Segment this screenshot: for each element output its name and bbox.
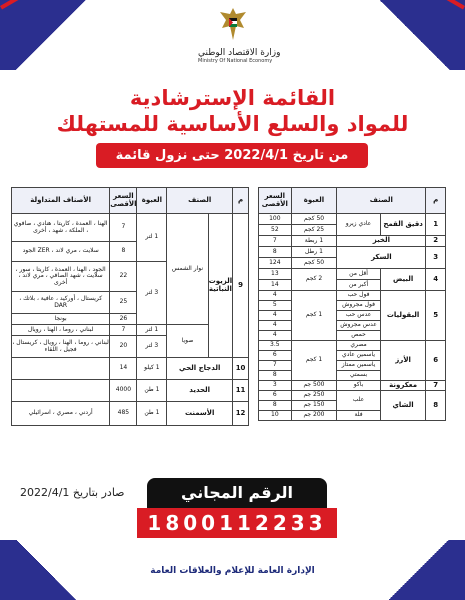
column-header-pack: العبوة [291, 188, 337, 214]
item-category: الزيوت النباتية [208, 214, 232, 358]
row-number: 11 [233, 380, 249, 402]
item-pack: 50 كجم [291, 258, 337, 269]
item-price: 8 [259, 247, 292, 258]
item-pack: 1 كيلو [137, 358, 167, 380]
column-header-price: السعر الأقصى [259, 188, 292, 214]
item-pack: 250 جم [291, 391, 337, 401]
item-price: 124 [259, 258, 292, 269]
row-number: 4 [426, 269, 446, 291]
item-price: 8 [259, 401, 292, 411]
item-subtype: عادي زيرو [337, 214, 380, 236]
item-brands: لبناني ، روما ، الهنا ، رويال [12, 325, 110, 336]
item-category: الشاي [380, 391, 426, 421]
item-brands: سلايت ، مري لاند ، ZER الجود [12, 242, 110, 262]
item-brands [12, 358, 110, 380]
item-subtype: صويا [167, 325, 208, 358]
item-subtype: فول مجروش [337, 301, 380, 311]
column-header-number: م [426, 188, 446, 214]
item-brands: بونجا [12, 314, 110, 325]
date-banner: من تاريخ 2022/4/1 حتى نزول قائمة جديدة [96, 143, 368, 168]
ministry-logo [198, 6, 281, 64]
item-category: معكرونة [380, 381, 426, 391]
item-category: الأرز [380, 341, 426, 381]
free-phone-number[interactable]: 1800112233 [137, 508, 337, 538]
column-header-brands: الأصناف المتداولة [12, 188, 110, 214]
item-pack: 2 كجم [291, 269, 337, 291]
item-category: البيض [380, 269, 426, 291]
item-brands [12, 380, 110, 402]
item-price: 20 [110, 336, 137, 358]
item-pack: 3 لتر [137, 262, 167, 325]
corner-decoration-top-right [345, 0, 465, 70]
item-brands: الجود ، الهنا ، العمدة ، كاريتا ، سور ، سلايت ، شهد الصافي ، مري لاند ، أخرى [12, 262, 110, 292]
item-pack: 1 رطل [291, 247, 337, 258]
row-number: 9 [233, 214, 249, 358]
item-pack: 1 لتر [137, 214, 167, 262]
item-price: 7 [259, 236, 292, 247]
item-subtype: بسمتي [337, 371, 380, 381]
item-pack: 200 جم [291, 411, 337, 421]
item-subtype: فلة [337, 411, 380, 421]
item-subtype: باكو [337, 381, 380, 391]
item-price: 4 [259, 291, 292, 301]
item-brands: أردني ، مصري ، اسرائيلي [12, 402, 110, 426]
item-price: 7 [110, 214, 137, 242]
row-number: 3 [426, 247, 446, 269]
item-price: 8 [259, 371, 292, 381]
price-table-left [11, 187, 249, 426]
item-price: 14 [110, 358, 137, 380]
row-number: 10 [233, 358, 249, 380]
item-subtype: عدس مجروش [337, 321, 380, 331]
item-subtype: نوار الشمس [167, 214, 208, 325]
item-category: دقيق القمح [380, 214, 426, 236]
item-price: 14 [259, 280, 292, 291]
item-pack: 1 كجم [291, 341, 337, 381]
item-pack: 25 كجم [291, 225, 337, 236]
item-category: البقوليات [380, 291, 426, 341]
item-subtype: علب [337, 391, 380, 411]
free-number-label: الرقم المجاني [147, 478, 327, 508]
item-pack: 1 ربطة [291, 236, 337, 247]
item-price: 52 [259, 225, 292, 236]
item-price: 4000 [110, 380, 137, 402]
row-number: 7 [426, 381, 446, 391]
item-pack: 1 لتر [137, 325, 167, 336]
price-table-right [258, 187, 446, 421]
item-price: 4 [259, 331, 292, 341]
title-line-1: القائمة الإسترشادية [129, 86, 336, 110]
column-header-item: الصنف [337, 188, 426, 214]
item-price: 6 [259, 351, 292, 361]
item-price: 5 [259, 301, 292, 311]
item-pack: 1 طن [137, 380, 167, 402]
item-price: 13 [259, 269, 292, 280]
row-number: 12 [233, 402, 249, 426]
eagle-emblem-icon [216, 6, 250, 42]
item-price: 10 [259, 411, 292, 421]
column-header-price: السعر الأقصى [110, 188, 137, 214]
item-subtype: ياسمين ممتاز [337, 361, 380, 371]
item-price: 3.5 [259, 341, 292, 351]
item-price: 4 [259, 311, 292, 321]
row-number: 2 [426, 236, 446, 247]
row-number: 1 [426, 214, 446, 236]
item-category: الأسمنت [167, 402, 233, 426]
column-header-number: م [233, 188, 249, 214]
item-pack: 50 كجم [291, 214, 337, 225]
column-header-item: الصنف [167, 188, 233, 214]
item-pack: 150 جم [291, 401, 337, 411]
item-price: 22 [110, 262, 137, 292]
row-number: 8 [426, 391, 446, 421]
item-subtype: عدس حب [337, 311, 380, 321]
item-price: 3 [259, 381, 292, 391]
column-header-pack: العبوة [137, 188, 167, 214]
item-price: 8 [110, 242, 137, 262]
row-number: 6 [426, 341, 446, 381]
item-price: 7 [259, 361, 292, 371]
item-pack: 1 كجم [291, 291, 337, 341]
item-price: 4 [259, 321, 292, 331]
item-brands: الهنا ، العمدة ، كاريتا ، هنادي ، صافوي ، الملكة ، شهد ، أخرى [12, 214, 110, 242]
issue-date: صادر بتاريخ 2022/4/1 [20, 486, 125, 499]
item-price: 6 [259, 391, 292, 401]
item-pack: 1 طن [137, 402, 167, 426]
corner-decoration-top-left [0, 0, 120, 70]
item-price: 485 [110, 402, 137, 426]
row-number: 5 [426, 291, 446, 341]
item-category: الدجاج الحي [167, 358, 233, 380]
item-subtype: ياسمين عادي [337, 351, 380, 361]
item-subtype: أكبر من [337, 280, 380, 291]
ministry-name-arabic: وزارة الاقتصاد الوطني [198, 48, 281, 58]
item-brands: لبناني ، روما ، الهنا ، رويال ، كريستال ، فجيل ، اللقاء [12, 336, 110, 358]
item-pack: 500 جم [291, 381, 337, 391]
item-category: الحديد [167, 380, 233, 402]
item-price: 7 [110, 325, 137, 336]
item-brands: كريستال ، أوركيد ، عافية ، بلاتك ، DAR [12, 292, 110, 314]
item-price: 26 [110, 314, 137, 325]
title-line-2: للمواد والسلع الأساسية للمستهلك [56, 112, 409, 136]
item-subtype: مصري [337, 341, 380, 351]
item-price: 25 [110, 292, 137, 314]
ministry-name-english: Ministry Of National Economy [198, 58, 273, 64]
footer-department: الإدارة العامة للإعلام والعلاقات العامة [150, 566, 315, 576]
item-subtype: فول حب [337, 291, 380, 301]
item-pack: 3 لتر [137, 336, 167, 358]
item-category: السكر [337, 247, 426, 269]
item-subtype: أقل من [337, 269, 380, 280]
item-price: 100 [259, 214, 292, 225]
item-category: الخبز [337, 236, 426, 247]
item-subtype: حمص [337, 331, 380, 341]
